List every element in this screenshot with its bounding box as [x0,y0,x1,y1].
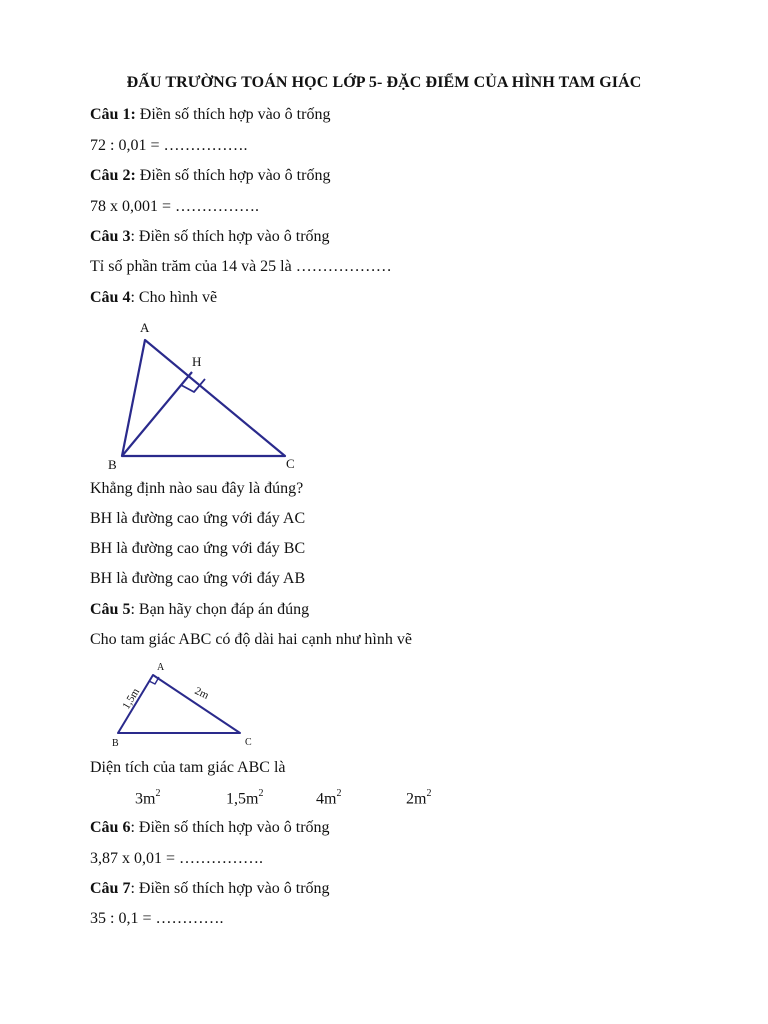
question-5-option-2[interactable] [226,789,263,808]
option-3-value: 4m [316,790,337,808]
question-7-heading [90,880,330,898]
question-4-prompt: : Cho hình vẽ [130,289,218,306]
triangle-altitude-figure [100,318,310,476]
vertex-label-h: H [192,354,202,369]
side-label-ab: 1,5m [120,686,143,712]
vertex-label-a: A [140,320,150,335]
question-6-expression: 3,87 x 0,01 = ……………. [90,850,264,867]
question-1-expression: 72 : 0,01 = ……………. [90,137,248,154]
question-6-label: Câu 6 [90,819,131,836]
question-5-intro: Cho tam giác ABC có độ dài hai cạnh như hình vẽ [90,631,412,648]
question-4-option-2[interactable]: BH là đường cao ứng với đáy BC [90,540,306,557]
vertex-label-b: B [108,457,117,472]
option-4-exponent: 2 [426,788,432,799]
question-3-heading [90,228,330,246]
question-2-prompt: Điền số thích hợp vào ô trống [135,167,331,184]
question-3-prompt: : Điền số thích hợp vào ô trống [130,228,330,245]
question-3-label: Câu 3 [90,228,131,245]
triangle-abc-outline [122,340,285,456]
question-7-prompt: : Điền số thích hợp vào ô trống [130,880,330,897]
option-3-exponent: 2 [336,788,342,799]
question-5-option-3[interactable] [316,789,341,808]
question-6-heading [90,819,330,837]
question-6-prompt: : Điền số thích hợp vào ô trống [130,819,330,836]
question-2-expression: 78 x 0,001 = ……………. [90,198,260,215]
option-4-value: 2m [406,790,427,808]
vertex-label-c: C [286,456,295,471]
question-3-expression: Tỉ số phần trăm của 14 và 25 là ……………… [90,258,392,275]
vertex-label-b: B [112,738,119,749]
right-triangle-outline [118,675,240,733]
question-7-label: Câu 7 [90,880,131,897]
question-4-option-1[interactable]: BH là đường cao ứng với đáy AC [90,510,306,527]
vertex-label-c: C [245,737,252,748]
option-1-exponent: 2 [155,788,161,799]
vertex-label-a: A [157,662,165,673]
option-2-value: 1,5m [226,790,259,808]
page-title: ĐẤU TRƯỜNG TOÁN HỌC LỚP 5- ĐẶC ĐIỂM CỦA HÌNH TAM GIÁC [126,74,642,91]
question-4-option-3[interactable]: BH là đường cao ứng với đáy AB [90,570,306,587]
question-1-heading [90,106,330,124]
right-triangle-figure [108,658,268,754]
question-5-question: Diện tích của tam giác ABC là [90,759,286,776]
side-label-ac: 2m [192,684,211,702]
question-5-heading [90,601,309,619]
question-7-expression: 35 : 0,1 = …………. [90,910,224,927]
question-4-label: Câu 4 [90,289,131,306]
question-5-label: Câu 5 [90,601,131,618]
option-1-value: 3m [135,790,156,808]
question-2-heading [90,167,330,185]
question-1-label: Câu 1: [90,106,136,123]
question-2-label: Câu 2: [90,167,136,184]
question-5-option-4[interactable] [406,789,431,808]
question-5-prompt: : Bạn hãy chọn đáp án đúng [130,601,310,618]
question-1-prompt: Điền số thích hợp vào ô trống [135,106,331,123]
question-4-heading [90,289,217,307]
question-5-option-1[interactable] [135,789,160,808]
option-2-exponent: 2 [258,788,264,799]
question-4-question: Khẳng định nào sau đây là đúng? [90,480,304,497]
